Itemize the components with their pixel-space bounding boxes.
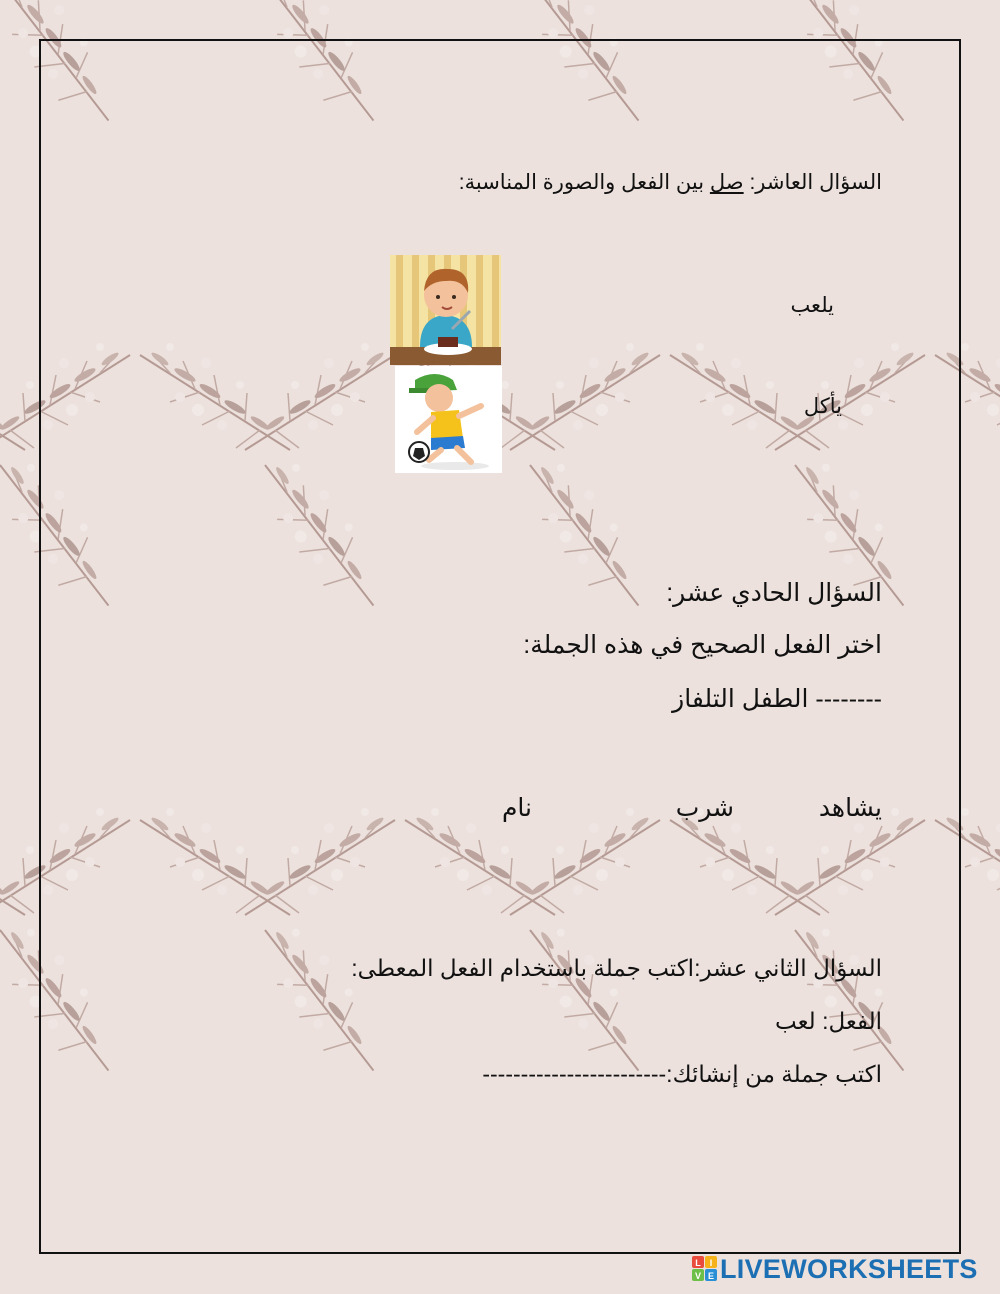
liveworksheets-wordmark: LIVEWORKSHEETS [720,1253,978,1284]
option-slept[interactable]: نام [501,794,532,822]
svg-text:V: V [694,1271,702,1281]
option-drank[interactable]: شرب [675,794,734,822]
option-watch[interactable]: يشاهد [818,794,882,822]
match-verb-eat[interactable]: يأكل [803,395,842,418]
question-12-answer-line[interactable]: اكتب جملة من إنشائك:------------------------ [482,1061,882,1087]
svg-text:I: I [709,1258,713,1268]
question-12-given-verb: الفعل: لعب [774,1008,882,1034]
liveworksheets-logo-icon [692,1256,718,1282]
question-11-sentence-blank[interactable]: -------- الطفل التلفاز [672,685,882,713]
question-10-title [459,170,882,195]
question-10-suffix: بين الفعل والصورة المناسبة: [458,171,710,194]
question-10-keyword: صل [709,171,744,194]
question-11-instruction: اختر الفعل الصحيح في هذه الجملة: [523,631,882,659]
question-10-prefix: السؤال العاشر: [743,171,882,194]
boy-playing-football-image[interactable] [395,366,502,473]
svg-text:E: E [707,1271,715,1281]
svg-text:L: L [695,1258,701,1268]
liveworksheets-logo[interactable] [692,1255,978,1283]
match-verb-play[interactable]: يلعب [790,294,834,317]
question-11-title: السؤال الحادي عشر: [666,579,882,607]
question-12-title: السؤال الثاني عشر:اكتب جملة باستخدام الفعل المعطى: [351,955,882,981]
boy-eating-image[interactable] [390,255,501,365]
